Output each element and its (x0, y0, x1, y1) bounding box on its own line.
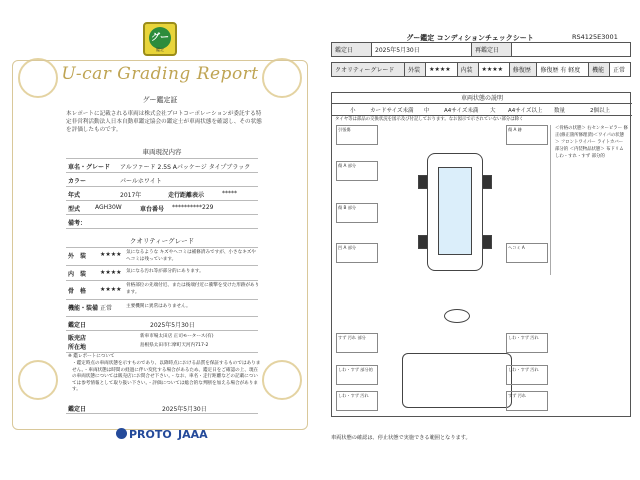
addr-label: 所在地 (68, 344, 87, 351)
damage-note: 傷 B 部分 (336, 203, 378, 223)
proto-logo-icon (116, 428, 127, 439)
recheck-label: 再鑑定日 (472, 43, 512, 57)
mech-label: 機能・装備 (68, 305, 99, 312)
mech-value: 正常 (610, 63, 631, 77)
date-label: 鑑定日 (68, 322, 87, 329)
addr-value: 島根県太田市仁摩町天河内717-2 (140, 343, 209, 348)
size-a4plus: A4サイズ以上 (508, 108, 543, 114)
divider (66, 299, 258, 300)
damage-note: しわ・すず 汚れ (506, 333, 548, 353)
ext-label: 外装 (405, 63, 426, 77)
year-label: 年式 (68, 192, 81, 199)
damage-note: 傷 A 部分 (336, 161, 378, 181)
int-label: 内装 (457, 63, 478, 77)
sheet-header-table (331, 42, 631, 57)
damage-note: すず 汚れ (506, 391, 548, 411)
notes-label: 備考： (68, 220, 87, 227)
mech-value: 正常 (100, 305, 113, 312)
proto-logo (116, 428, 172, 441)
disclaimer: ・鑑定時点の車両状態を示すものであり、以降時点における品質を保証するものではありません。・車両状態は時間の経過に伴い変化する場合があるため、鑑定日をご確認の上、現在の車両状態については販売店にお問合せ下さい。・なお、車名・走行距離などの記載については参考情報として取り扱い下さい。・評価については総合的な判断を加える場合があります。 (72, 361, 261, 392)
size-a4: A4サイズ未満 (444, 108, 479, 114)
car-roof (438, 167, 472, 255)
divider (66, 316, 258, 317)
divider (66, 228, 258, 229)
size-big: 大 (490, 108, 496, 114)
badge-label: 鑑定 (156, 47, 164, 52)
exterior-stars: ★★★★ (100, 251, 122, 258)
divider (66, 200, 258, 201)
size-mid: 中 (424, 108, 430, 114)
divider (66, 413, 258, 414)
car-interior-view (402, 353, 512, 408)
size-card: カードサイズ未満 (370, 108, 414, 114)
damage-note: しわ・すず 汚れ (506, 365, 548, 385)
wheel-icon (482, 175, 492, 189)
divider (66, 158, 258, 159)
year-value: 2017年 (120, 192, 142, 199)
damage-note: すず 汚れ 部分 (336, 333, 378, 353)
mech-text: 主要機関に異常はありません。 (126, 304, 191, 309)
damage-note: しわ・すず 部分的 (336, 365, 378, 385)
badge-mark: グー (149, 27, 171, 49)
repair-value: 修復歴 有 軽度 (537, 63, 589, 77)
size-quantity: 数量 (554, 108, 566, 114)
date-value: 2025年5月30日 (372, 43, 472, 57)
repair-label: 修復歴 (509, 63, 537, 77)
report-subtitle: グー鑑定証 (142, 96, 178, 104)
steering-wheel-icon (444, 309, 470, 323)
model-label: 車名・グレード (68, 164, 111, 171)
condition-sheet (320, 0, 640, 480)
report-intro: 本レポートに記載される車両は株式会社プロトコーポレーションが委託する特定非営利活動法人日本自動車鑑定協会の鑑定士が車両状態を確認し、その状態を評価したものです。 (66, 111, 262, 133)
doc-id: RS4125E3001 (572, 33, 618, 41)
quality-table (331, 62, 631, 77)
damage-note: 引張傷 (336, 125, 378, 145)
divider (66, 247, 258, 248)
mech-label: 機能 (589, 63, 610, 77)
mileage-label: 走行距離表示 (168, 192, 205, 199)
damage-size-legend (332, 104, 632, 116)
frame-stars: ★★★★ (100, 286, 122, 293)
frame-label: 骨 格 (68, 288, 87, 295)
mileage-value: ***** (222, 190, 237, 197)
color-label: カラー (68, 178, 87, 185)
footer-date-label: 鑑定日 (68, 406, 87, 413)
damage-note: しわ・すず 汚れ (336, 391, 378, 411)
int-stars: ★★★★ (478, 63, 509, 77)
divider (66, 352, 258, 353)
vin-value: **********229 (172, 204, 214, 211)
exterior-text: 気になるような キズやヘコミは補修済みですが、小さなキズやヘコミは残っています。 (126, 250, 256, 262)
interior-text: 気になる汚れ等が部分的にあります。 (126, 269, 204, 274)
ext-stars: ★★★★ (426, 63, 457, 77)
divider (66, 265, 258, 266)
interior-stars: ★★★★ (100, 269, 122, 276)
sheet-title: グー鑑定 コンディションチェックシート (406, 34, 534, 42)
quality-label: クオリティーグレード (332, 63, 405, 77)
diagram-head: 車両状態の説明 (332, 93, 632, 104)
divider (66, 330, 258, 331)
model-value: アルファード 2.5S Aパッケージ タイプブラック (120, 164, 251, 171)
damage-note: 傷 A 跡 (506, 125, 548, 145)
proto-logo-text: PROTO (129, 428, 172, 441)
damage-note: 凹 A 部分 (336, 243, 378, 263)
diagram-note: タイヤ等は部品の交換状況を図示及び付記しております。なお図示で示されていない部分は除く (335, 117, 524, 122)
bottom-note: 車両状態の確認は、停止状態で実施できる範囲となります。 (331, 435, 471, 441)
size-two: 2個以上 (590, 108, 610, 114)
quality-section-head: クオリティーグレード (129, 237, 195, 245)
report-title: U-car Grading Report (61, 64, 259, 84)
recheck-value (512, 43, 631, 57)
vehicle-section-head: 車両現況内容 (142, 148, 182, 156)
divider (66, 280, 258, 281)
wheel-icon (418, 235, 428, 249)
interior-label: 内 装 (68, 271, 87, 278)
type-value: AGH30W (95, 204, 122, 211)
disclaimer-title: ※ 鑑レポートについて (68, 354, 115, 359)
divider (66, 214, 258, 215)
type-label: 型式 (68, 206, 81, 213)
frame-text: 骨格部位の先端付近、または後端付近に衝撃を受けた形跡があります。 (126, 283, 260, 295)
store-label: 販売店 (68, 335, 87, 342)
size-small: 小 (350, 108, 356, 114)
vin-label: 車台番号 (140, 206, 165, 213)
wheel-icon (418, 175, 428, 189)
jaaa-logo (178, 428, 208, 441)
jaaa-logo-text: JAAA (178, 428, 208, 441)
exterior-label: 外 装 (68, 253, 87, 260)
date-value: 2025年5月30日 (150, 322, 195, 329)
divider (66, 172, 258, 173)
store-value: 新車市場太田店 正司モータース(有) (140, 334, 214, 339)
color-value: パールホワイト (120, 178, 162, 185)
goo-badge-icon (143, 22, 177, 56)
date-label: 鑑定日 (332, 43, 372, 57)
wheel-icon (482, 235, 492, 249)
vehicle-diagram-box (331, 92, 631, 417)
footer-date: 2025年5月30日 (162, 406, 207, 413)
divider (66, 186, 258, 187)
condition-notes: ＜骨格の状態＞ 右センターピラー 修正(修正箇所修理済)＜ワイパの状態＞ フロントワイパー ライトカバー 部分的 ＜内装物品状態＞ 布ドリム しわ・すれ・すず 部分的 (550, 125, 628, 275)
damage-note: ヘコミ A (506, 243, 548, 263)
